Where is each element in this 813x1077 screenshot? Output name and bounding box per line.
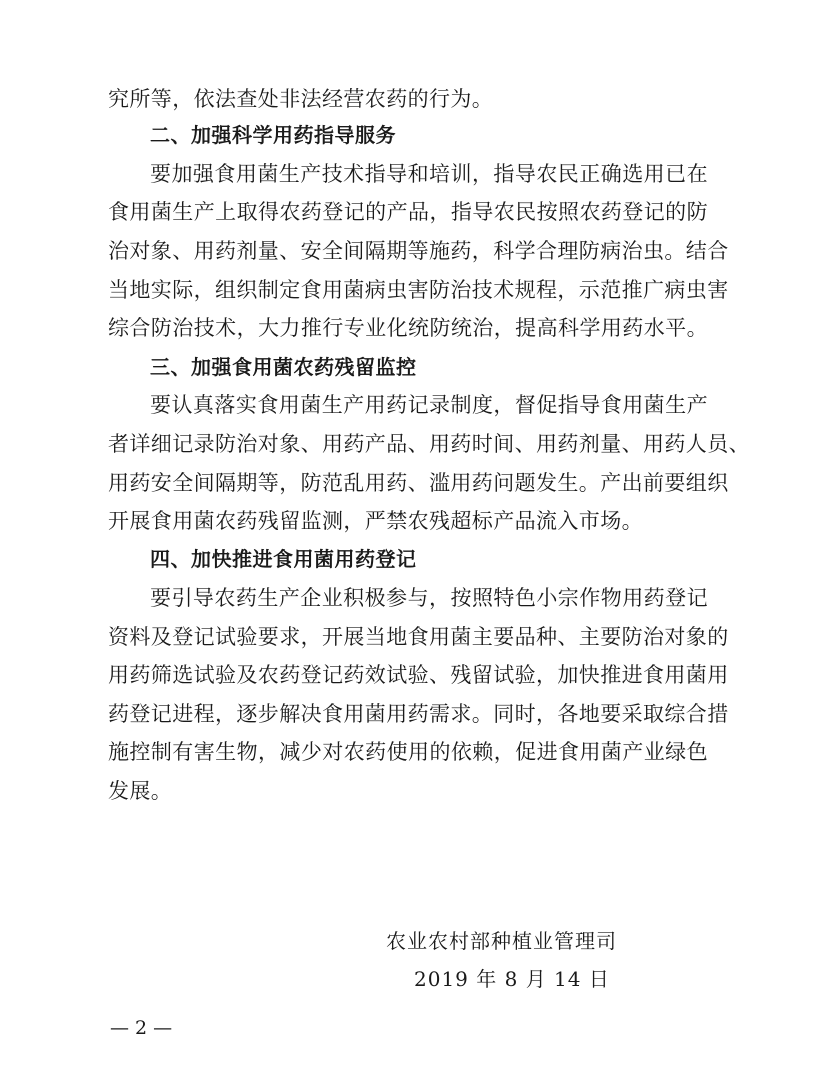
section-heading-4: 四、加快推进食用菌用药登记 xyxy=(150,547,417,571)
section-heading-2: 二、加强科学用药指导服务 xyxy=(150,123,396,147)
paragraph-line: 药登记进程，逐步解决食用菌用药需求。同时，各地要采取综合措 xyxy=(108,702,729,726)
paragraph-line: 者详细记录防治对象、用药产品、用药时间、用药剂量、用药人员、 xyxy=(108,432,750,456)
section-heading-3: 三、加强食用菌农药残留监控 xyxy=(150,355,417,379)
signature-organization: 农业农村部种植业管理司 xyxy=(386,929,617,953)
signature-date: 2019 年 8 月 14 日 xyxy=(414,967,610,991)
intro-line: 究所等，依法查处非法经营农药的行为。 xyxy=(108,87,494,111)
paragraph-line: 开展食用菌农药残留监测，严禁农残超标产品流入市场。 xyxy=(108,509,643,533)
paragraph-line: 食用菌生产上取得农药登记的产品，指导农民按照农药登记的防 xyxy=(108,200,708,224)
paragraph-line: 用药安全间隔期等，防范乱用药、滥用药问题发生。产出前要组织 xyxy=(108,471,729,495)
paragraph-line: 综合防治技术，大力推行专业化统防统治，提高科学用药水平。 xyxy=(108,316,708,340)
paragraph-line: 发展。 xyxy=(108,779,173,803)
paragraph-line: 要加强食用菌生产技术指导和培训，指导农民正确选用已在 xyxy=(150,162,708,186)
paragraph-line: 用药筛选试验及农药登记药效试验、残留试验，加快推进食用菌用 xyxy=(108,663,729,687)
page-number: — 2 — xyxy=(110,1017,173,1039)
paragraph-line: 资料及登记试验要求，开展当地食用菌主要品种、主要防治对象的 xyxy=(108,625,729,649)
paragraph-line: 要认真落实食用菌生产用药记录制度，督促指导食用菌生产 xyxy=(150,393,708,417)
paragraph-line: 当地实际，组织制定食用菌病虫害防治技术规程，示范推广病虫害 xyxy=(108,278,729,302)
paragraph-line: 要引导农药生产企业积极参与，按照特色小宗作物用药登记 xyxy=(150,586,708,610)
paragraph-line: 治对象、用药剂量、安全间隔期等施药，科学合理防病治虫。结合 xyxy=(108,239,729,263)
paragraph-line: 施控制有害生物，减少对农药使用的依赖，促进食用菌产业绿色 xyxy=(108,740,708,764)
